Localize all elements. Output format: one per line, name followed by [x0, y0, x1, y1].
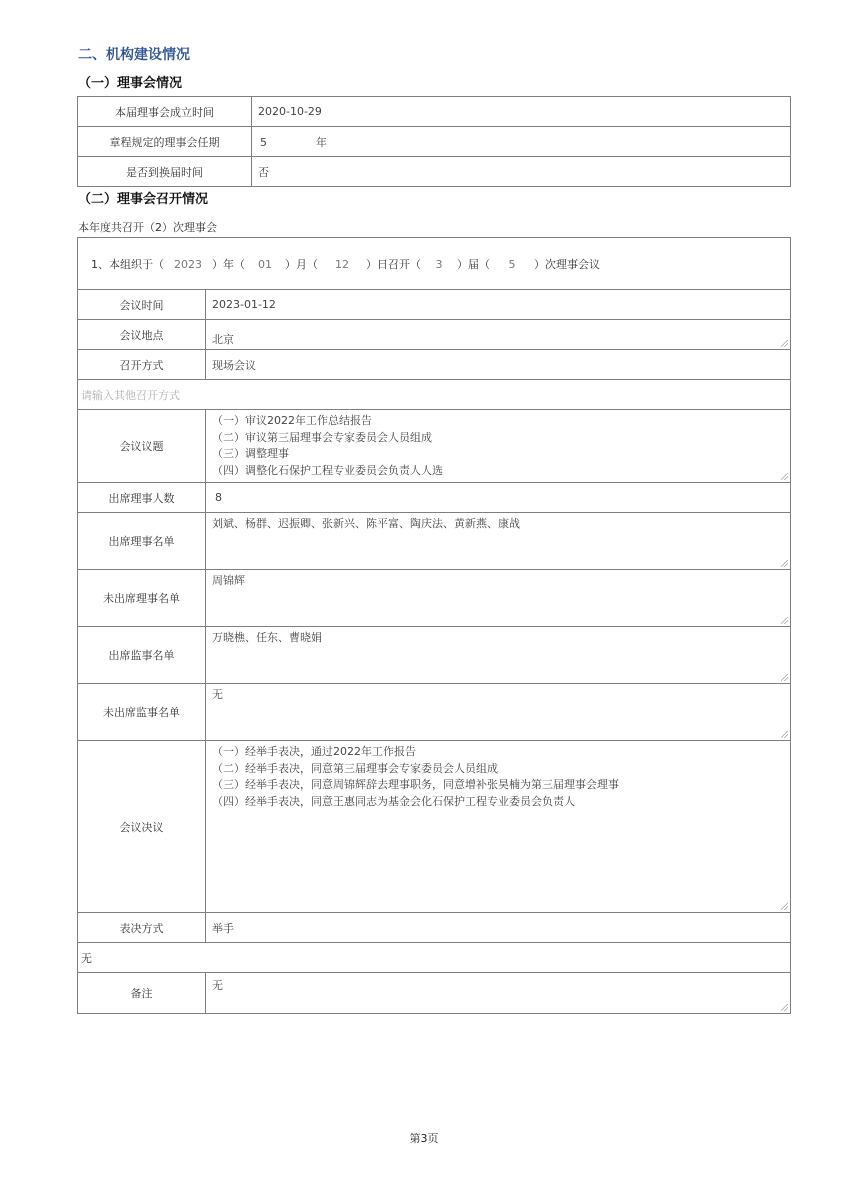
- table-row: [78, 238, 791, 290]
- meeting-month-field[interactable]: 01: [258, 257, 272, 271]
- resize-handle-icon[interactable]: [781, 674, 788, 681]
- table-row: [78, 513, 791, 570]
- remarks-field[interactable]: [206, 973, 791, 1014]
- page-number: 第3页: [409, 1132, 439, 1145]
- meeting-header-text: ）年（: [212, 257, 245, 271]
- meeting-number-field[interactable]: 5: [508, 257, 516, 271]
- meeting-time-label: 会议时间: [78, 290, 206, 320]
- vote-method-field[interactable]: 举手: [206, 913, 791, 943]
- remarks-value: 无: [212, 979, 223, 992]
- absent-names-field[interactable]: [206, 570, 791, 627]
- table-row: [78, 410, 791, 483]
- term-unit: 年: [316, 135, 327, 149]
- table-row: [78, 570, 791, 627]
- supervisors-value: 万晓樵、任东、曹晓娟: [212, 631, 322, 644]
- table-row: [78, 290, 791, 320]
- attend-names-field[interactable]: [206, 513, 791, 570]
- meeting-header-text: ）次理事会议: [534, 257, 600, 271]
- table-row: [78, 320, 791, 350]
- board-info-table: [77, 96, 791, 187]
- absent-supervisors-value: 无: [212, 688, 223, 701]
- absent-supervisors-label: 未出席监事名单: [78, 684, 206, 741]
- established-date-field[interactable]: 2020-10-29: [252, 97, 791, 127]
- board-info-title: （一）理事会情况: [78, 76, 183, 91]
- resolution-item: （二）经举手表决，同意第三届理事会专家委员会人员组成: [212, 761, 498, 775]
- agenda-item: （四）调整化石保护工程专业委员会负责人人选: [212, 463, 443, 477]
- table-row: [78, 380, 791, 410]
- resize-handle-icon[interactable]: [781, 731, 788, 738]
- established-date-label: 本届理事会成立时间: [78, 97, 252, 127]
- resolution-item: （一）经举手表决，通过2022年工作报告: [212, 745, 416, 758]
- other-vote-field[interactable]: 无: [78, 943, 791, 973]
- resize-handle-icon[interactable]: [781, 473, 788, 480]
- vote-method-label: 表决方式: [78, 913, 206, 943]
- resize-handle-icon[interactable]: [781, 903, 788, 910]
- meeting-method-label: 召开方式: [78, 350, 206, 380]
- table-row: [78, 973, 791, 1014]
- agenda-label: 会议议题: [78, 410, 206, 483]
- remarks-label: 备注: [78, 973, 206, 1014]
- table-row: [78, 741, 791, 913]
- table-row: [78, 127, 791, 157]
- meeting-place-field[interactable]: [206, 320, 791, 350]
- absent-names-label: 未出席理事名单: [78, 570, 206, 627]
- agenda-item: （三）调整理事: [212, 447, 289, 460]
- other-method-input[interactable]: 请输入其他召开方式: [78, 380, 791, 410]
- meeting-session-field[interactable]: 3: [435, 257, 443, 271]
- agenda-item: （二）审议第三届理事会专家委员会人员组成: [212, 430, 432, 444]
- supervisors-field[interactable]: [206, 627, 791, 684]
- meeting-time-field[interactable]: 2023-01-12: [206, 290, 791, 320]
- attend-count-field[interactable]: 8: [206, 483, 791, 513]
- table-row: [78, 483, 791, 513]
- absent-supervisors-field[interactable]: [206, 684, 791, 741]
- supervisors-label: 出席监事名单: [78, 627, 206, 684]
- agenda-field[interactable]: [206, 410, 791, 483]
- meeting-header-cell: [78, 238, 791, 290]
- meeting-method-field[interactable]: 现场会议: [206, 350, 791, 380]
- term-value: 5: [260, 135, 267, 149]
- resize-handle-icon[interactable]: [781, 340, 788, 347]
- meeting-header-text: ）届（: [457, 257, 490, 271]
- meeting-year-field[interactable]: 2023: [174, 257, 202, 271]
- resize-handle-icon[interactable]: [781, 1004, 788, 1011]
- section-heading: 二、机构建设情况: [78, 47, 190, 63]
- meeting-table: [77, 237, 791, 1014]
- resolution-item: （三）经举手表决，同意周锦辉辞去理事职务，同意增补张昊楠为第三届理事会理事: [212, 778, 619, 791]
- resize-handle-icon[interactable]: [781, 617, 788, 624]
- table-row: [78, 684, 791, 741]
- term-expired-field[interactable]: 否: [252, 157, 791, 187]
- meeting-header-text: ）日召开（: [366, 257, 421, 271]
- table-row: [78, 350, 791, 380]
- table-row: [78, 913, 791, 943]
- table-row: [78, 943, 791, 973]
- term-field[interactable]: [252, 127, 791, 157]
- term-expired-label: 是否到换届时间: [78, 157, 252, 187]
- meeting-header-text: ）月（: [285, 257, 318, 271]
- term-label: 章程规定的理事会任期: [78, 127, 252, 157]
- meeting-place-label: 会议地点: [78, 320, 206, 350]
- attend-names-label: 出席理事名单: [78, 513, 206, 570]
- resolution-item: （四）经举手表决，同意王惠同志为基金会化石保护工程专业委员会负责人: [212, 794, 575, 808]
- meeting-place-value: 北京: [212, 332, 234, 346]
- meeting-day-field[interactable]: 12: [335, 257, 349, 271]
- meeting-header-text: 1、本组织于（: [91, 257, 164, 271]
- attend-count-label: 出席理事人数: [78, 483, 206, 513]
- meeting-count-summary: 本年度共召开（2）次理事会: [78, 221, 217, 234]
- attend-names-value: 刘斌、杨群、迟振卿、张新兴、陈平富、陶庆法、黄新燕、康战: [212, 517, 520, 530]
- agenda-item: （一）审议2022年工作总结报告: [212, 414, 372, 427]
- resize-handle-icon[interactable]: [781, 560, 788, 567]
- resolutions-label: 会议决议: [78, 741, 206, 913]
- resolutions-field[interactable]: [206, 741, 791, 913]
- table-row: [78, 627, 791, 684]
- meeting-info-title: （二）理事会召开情况: [78, 192, 209, 207]
- absent-names-value: 周锦辉: [212, 574, 245, 587]
- table-row: [78, 97, 791, 127]
- table-row: [78, 157, 791, 187]
